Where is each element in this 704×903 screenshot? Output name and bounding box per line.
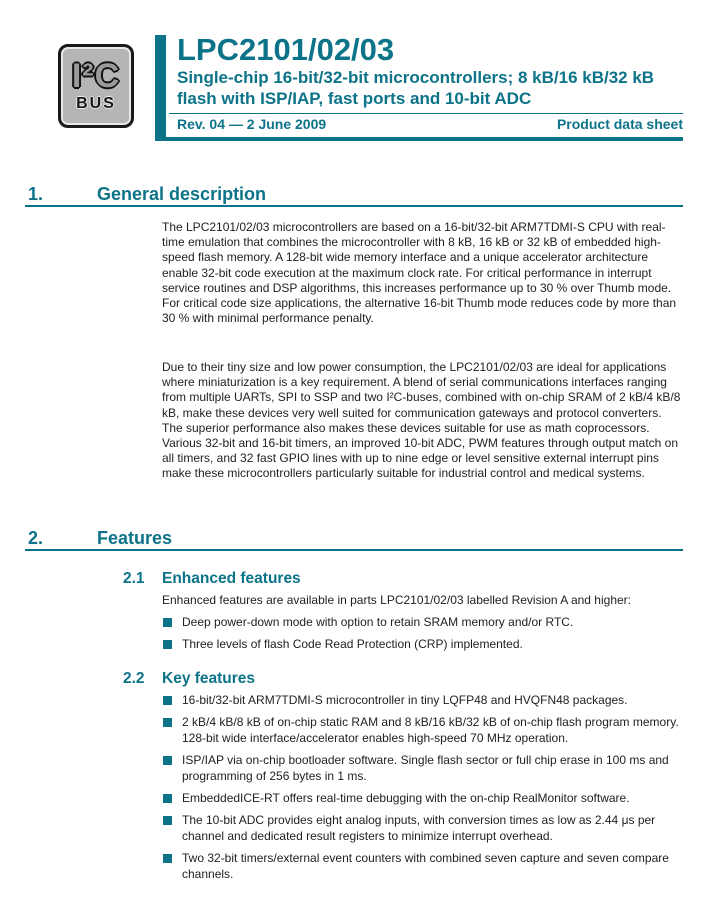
general-description-paragraph-1: The LPC2101/02/03 microcontrollers are based on a 16-bit/32-bit ARM7TDMI-S CPU with real-time emulation that combines the microcontroller with 8 kB, 16 kB or 32 kB of embedded high-speed flash memory. A 128-bit wide memory interface and a unique accelerator architecture enable 32-bit code execution at the maximum clock rate. For critical performance in interrupt service routines and DSP algorithms, this increases performance up to 30 % over Thumb mode. For critical code size applications, the alternative 16-bit Thumb mode reduces code by more than 30 % with minimal performance penalty. bbox=[162, 220, 677, 326]
list-item bbox=[162, 813, 686, 844]
bullet-square-icon bbox=[163, 718, 172, 727]
bullet-square-icon bbox=[163, 696, 172, 705]
list-item bbox=[162, 715, 686, 746]
section-1-heading bbox=[28, 184, 266, 204]
key-features-list bbox=[162, 693, 686, 889]
doc-type-label: Product data sheet bbox=[556, 116, 683, 132]
bullet-square-icon bbox=[163, 640, 172, 649]
logo-bus-text: BUS bbox=[76, 95, 116, 112]
section-1-number: 1. bbox=[28, 184, 44, 204]
subsection-2-2-title: Key features bbox=[162, 670, 256, 687]
logo-i2c-text: I²C bbox=[71, 57, 121, 95]
document-title: LPC2101/02/03 bbox=[177, 32, 395, 67]
header-rule-thick bbox=[155, 137, 683, 141]
section-2-number: 2. bbox=[28, 528, 44, 548]
list-item-text: 16-bit/32-bit ARM7TDMI-S microcontroller in tiny LQFP48 and HVQFN48 packages. bbox=[182, 693, 628, 707]
section-2-heading bbox=[28, 528, 172, 548]
list-item bbox=[162, 637, 686, 652]
subtitle-line-1: Single-chip 16-bit/32-bit microcontrollers; 8 kB/16 kB/32 kB bbox=[177, 68, 655, 87]
bullet-square-icon bbox=[163, 816, 172, 825]
section-1-title: General description bbox=[97, 184, 267, 204]
subsection-2-1-heading bbox=[123, 570, 301, 588]
section-2-rule bbox=[25, 549, 683, 551]
list-item bbox=[162, 791, 686, 806]
subsection-2-2-heading bbox=[123, 670, 255, 688]
list-item bbox=[162, 753, 686, 784]
list-item-text: ISP/IAP via on-chip bootloader software. Single flash sector or full chip erase in 100 ms and programming of 256 bytes in 1 ms. bbox=[182, 753, 669, 783]
list-item bbox=[162, 851, 686, 882]
list-item-text: The 10-bit ADC provides eight analog inputs, with conversion times as low as 2.44 μs per channel and dedicated result registers to minimize interrupt overhead. bbox=[182, 813, 656, 843]
section-1-rule bbox=[25, 205, 683, 207]
enhanced-features-list bbox=[162, 615, 686, 660]
document-subtitle bbox=[177, 67, 677, 109]
subtitle-line-2: flash with ISP/IAP, fast ports and 10-bit ADC bbox=[177, 89, 532, 108]
list-item-text: Deep power-down mode with option to retain SRAM memory and/or RTC. bbox=[182, 615, 574, 629]
bullet-square-icon bbox=[163, 618, 172, 627]
header-rule-thin bbox=[169, 113, 683, 114]
list-item-text: Three levels of flash Code Read Protection (CRP) implemented. bbox=[182, 637, 523, 652]
list-item-text: EmbeddedICE-RT offers real-time debugging with the on-chip RealMonitor software. bbox=[182, 791, 630, 806]
subsection-2-1-title: Enhanced features bbox=[162, 570, 301, 587]
list-item-text: Two 32-bit timers/external event counters with combined seven capture and seven compare channels. bbox=[182, 851, 669, 881]
revision-text: Rev. 04 — 2 June 2009 bbox=[177, 116, 327, 132]
section-2-title: Features bbox=[97, 528, 173, 548]
subsection-2-2-number: 2.2 bbox=[123, 670, 145, 687]
list-item-text: 2 kB/4 kB/8 kB of on-chip static RAM and 8 kB/16 kB/32 kB of on-chip flash program memory. 128-bit wide interface/accelerator enables high-speed 70 MHz operation. bbox=[182, 715, 679, 745]
bullet-square-icon bbox=[163, 794, 172, 803]
general-description-paragraph-2: Due to their tiny size and low power consumption, the LPC2101/02/03 are ideal for applications where miniaturization is a key requirement. A blend of serial communications interfaces ranging from multiple UARTs, SPI to SSP and two I²C-buses, combined with on-chip SRAM of 2 kB/4 kB/8 kB, make these devices very well suited for communication gateways and protocol converters. The superior performance also makes these devices suitable for use as math coprocessors. Various 32-bit and 16-bit timers, an improved 10-bit ADC, PWM features through output match on all timers, and 32 fast GPIO lines with up to nine edge or level sensitive external interrupt pins make these microcontrollers particularly suitable for industrial control and medical systems. bbox=[162, 360, 681, 481]
enhanced-features-intro: Enhanced features are available in parts LPC2101/02/03 labelled Revision A and higher: bbox=[162, 593, 631, 607]
list-item bbox=[162, 693, 686, 708]
i2c-bus-logo bbox=[58, 44, 134, 128]
bullet-square-icon bbox=[163, 854, 172, 863]
revision-line bbox=[177, 116, 683, 133]
header-accent-bar bbox=[155, 35, 166, 141]
list-item bbox=[162, 615, 686, 630]
subsection-2-1-number: 2.1 bbox=[123, 570, 145, 587]
bullet-square-icon bbox=[163, 756, 172, 765]
